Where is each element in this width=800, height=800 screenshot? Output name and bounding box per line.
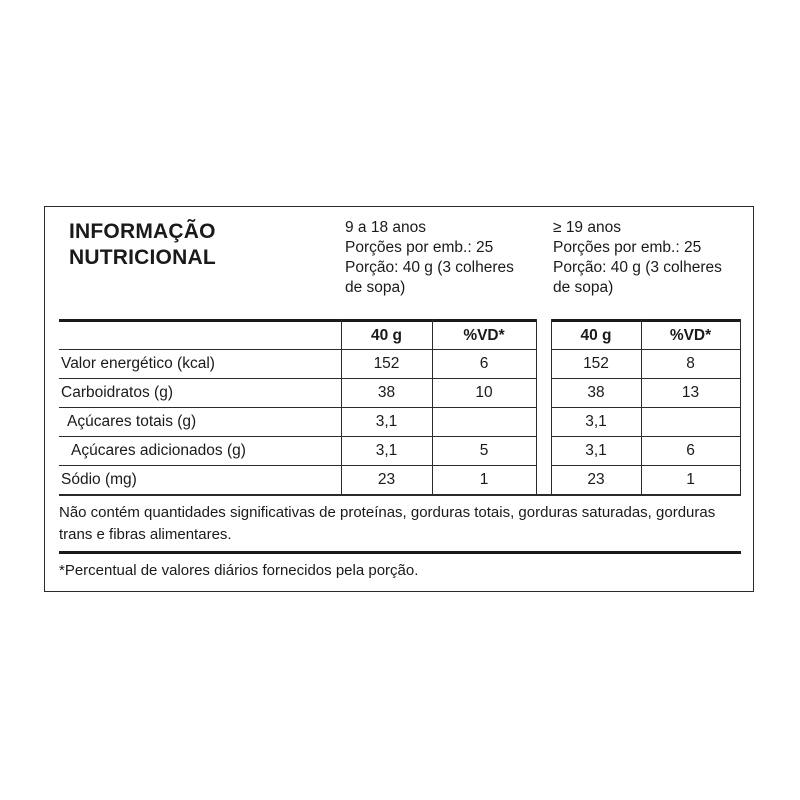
title-line-1: INFORMAÇÃO — [69, 220, 216, 243]
nutrition-facts-panel — [44, 206, 754, 592]
cell-vd-a: 10 — [475, 384, 493, 401]
header-amount-b: 40 g — [580, 327, 612, 344]
group-19-plus-portion-1: Porção: 40 g (3 colheres — [553, 259, 722, 276]
group-19-plus — [553, 218, 722, 298]
group-9-18-age: 9 a 18 anos — [345, 219, 427, 236]
header-vd-a: %VD* — [463, 327, 505, 344]
cell-amount-a: 38 — [377, 384, 396, 401]
header-amount-a: 40 g — [370, 327, 402, 344]
cell-vd-b: 13 — [681, 384, 700, 401]
cell-amount-b: 3,1 — [585, 413, 607, 430]
row-label: Açúcares totais (g) — [67, 413, 197, 430]
cell-amount-a: 23 — [377, 471, 396, 488]
group-9-18 — [345, 218, 514, 298]
cell-vd-b — [641, 408, 740, 436]
cell-vd-a: 1 — [479, 471, 489, 488]
title-line-2: NUTRICIONAL — [69, 246, 216, 269]
table-bottom-rule — [59, 494, 741, 496]
row-label: Valor energético (kcal) — [61, 355, 215, 372]
panel-title — [69, 219, 216, 271]
header-vd-b: %VD* — [669, 327, 712, 344]
group-9-18-portion-1: Porção: 40 g (3 colheres — [345, 259, 514, 276]
cell-amount-b: 23 — [587, 471, 605, 488]
footnote: *Percentual de valores diários fornecidos pela porção. — [59, 562, 419, 579]
cell-vd-a: 6 — [479, 355, 489, 372]
cell-amount-a: 152 — [373, 355, 400, 372]
group-19-plus-portions: Porções por emb.: 25 — [553, 239, 702, 256]
cell-vd-b: 8 — [686, 355, 695, 372]
cell-vd-b: 1 — [686, 471, 695, 488]
col-line — [740, 319, 741, 495]
row-label: Carboidratos (g) — [61, 384, 173, 401]
group-9-18-portion-2: de sopa) — [345, 279, 406, 296]
cell-vd-a: 5 — [479, 442, 489, 459]
row-label: Sódio (mg) — [61, 471, 137, 488]
group-19-plus-portion-2: de sopa) — [553, 279, 614, 296]
note-rule — [59, 551, 741, 554]
cell-amount-a: 3,1 — [375, 413, 398, 430]
row-label: Açúcares adicionados (g) — [71, 442, 246, 459]
cell-amount-b: 3,1 — [585, 442, 607, 459]
cell-amount-a: 3,1 — [375, 442, 398, 459]
cell-amount-b: 38 — [587, 384, 605, 401]
nutrients-note: Não contém quantidades significativas de proteínas, gorduras totais, gorduras saturadas, gorduras trans e fibras alimentares. — [59, 504, 716, 543]
cell-vd-b: 6 — [686, 442, 695, 459]
group-19-plus-age: ≥ 19 anos — [553, 219, 621, 236]
group-9-18-portions: Porções por emb.: 25 — [345, 239, 494, 256]
cell-vd-a — [432, 408, 536, 436]
col-line — [536, 319, 537, 495]
cell-amount-b: 152 — [583, 355, 609, 372]
